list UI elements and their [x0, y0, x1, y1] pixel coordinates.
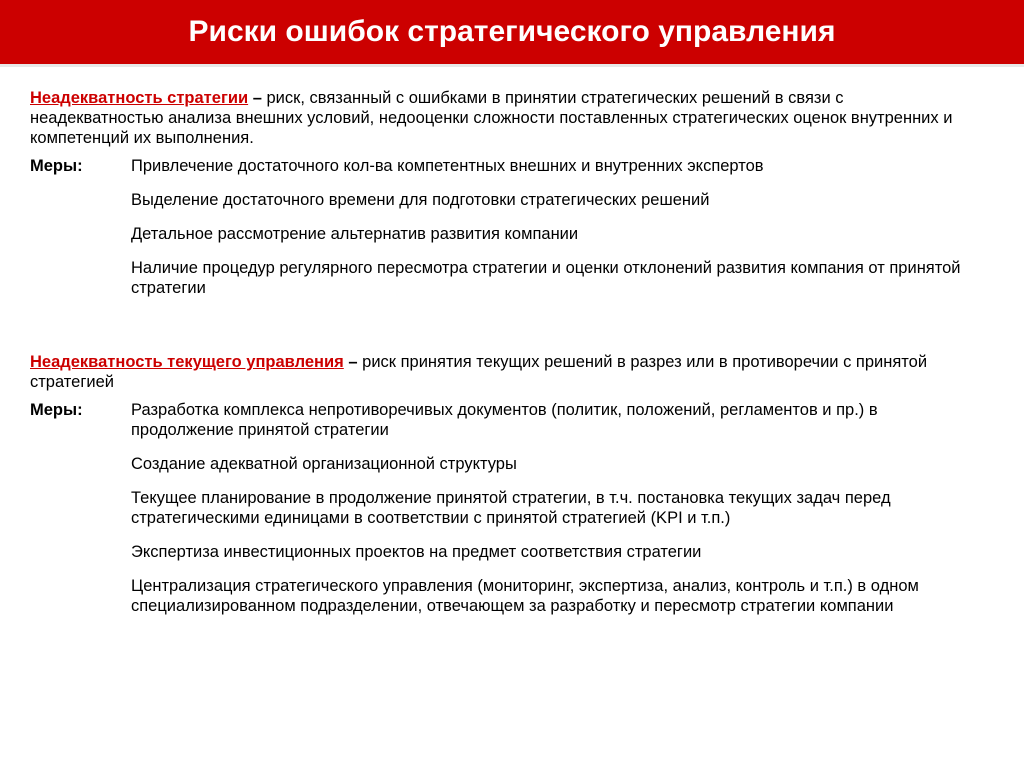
risk-term: Неадекватность текущего управления — [30, 353, 344, 371]
measure-item: Наличие процедур регулярного пересмотра стратегии и оценки отклонений развития компания от принятой стратегии — [131, 259, 961, 297]
measure-item: Текущее планирование в продолжение принятой стратегии, в т.ч. постановка текущих задач перед стратегическими единицами в соответствии с принятой стратегией (KPI и т.п.) — [131, 489, 891, 527]
measure-item: Разработка комплекса непротиворечивых документов (политик, положений, регламентов и пр.) в продолжение принятой стратегии — [131, 401, 878, 439]
measures-list — [131, 400, 980, 616]
measure-item: Экспертиза инвестиционных проектов на предмет соответствия стратегии — [131, 543, 702, 561]
risk-block-strategy — [30, 88, 980, 298]
risk-term: Неадекватность стратегии — [30, 89, 249, 107]
term-dash: – — [248, 89, 267, 107]
measure-item: Создание адекватной организационной структуры — [131, 455, 517, 473]
risk-description: риск принятия текущих решений в разрез или в противоречии с принятой стратегией — [30, 353, 928, 391]
measures-label: Меры: — [30, 401, 83, 419]
risk-block-current-management — [30, 352, 980, 616]
measures-list — [131, 156, 980, 298]
term-dash: – — [343, 353, 363, 371]
measures-label: Меры: — [30, 157, 83, 175]
measure-item: Привлечение достаточного кол-ва компетентных внешних и внутренних экспертов — [131, 157, 764, 175]
measures-group — [30, 400, 980, 616]
measure-item: Централизация стратегического управления (мониторинг, экспертиза, анализ, контроль и т.п.) в одном специализированном подразделении, отвечающем за разработку и пересмотр стратегии компании — [131, 577, 919, 615]
risk-description: риск, связанный с ошибками в принятии стратегических решений в связи с неадекватностью анализа внешних условий, недооценки сложности поставленных стратегических оценок внутренних и компетенций их выполнения. — [30, 89, 953, 147]
measure-item: Детальное рассмотрение альтернатив развития компании — [131, 225, 579, 243]
slide-title: Риски ошибок стратегического управления — [188, 15, 836, 48]
risk-definition — [30, 88, 980, 148]
title-divider — [0, 64, 1024, 67]
slide-content — [30, 88, 980, 630]
measure-item: Выделение достаточного времени для подготовки стратегических решений — [131, 191, 710, 209]
risk-definition — [30, 352, 980, 392]
measures-group — [30, 156, 980, 298]
title-bar — [0, 0, 1024, 64]
